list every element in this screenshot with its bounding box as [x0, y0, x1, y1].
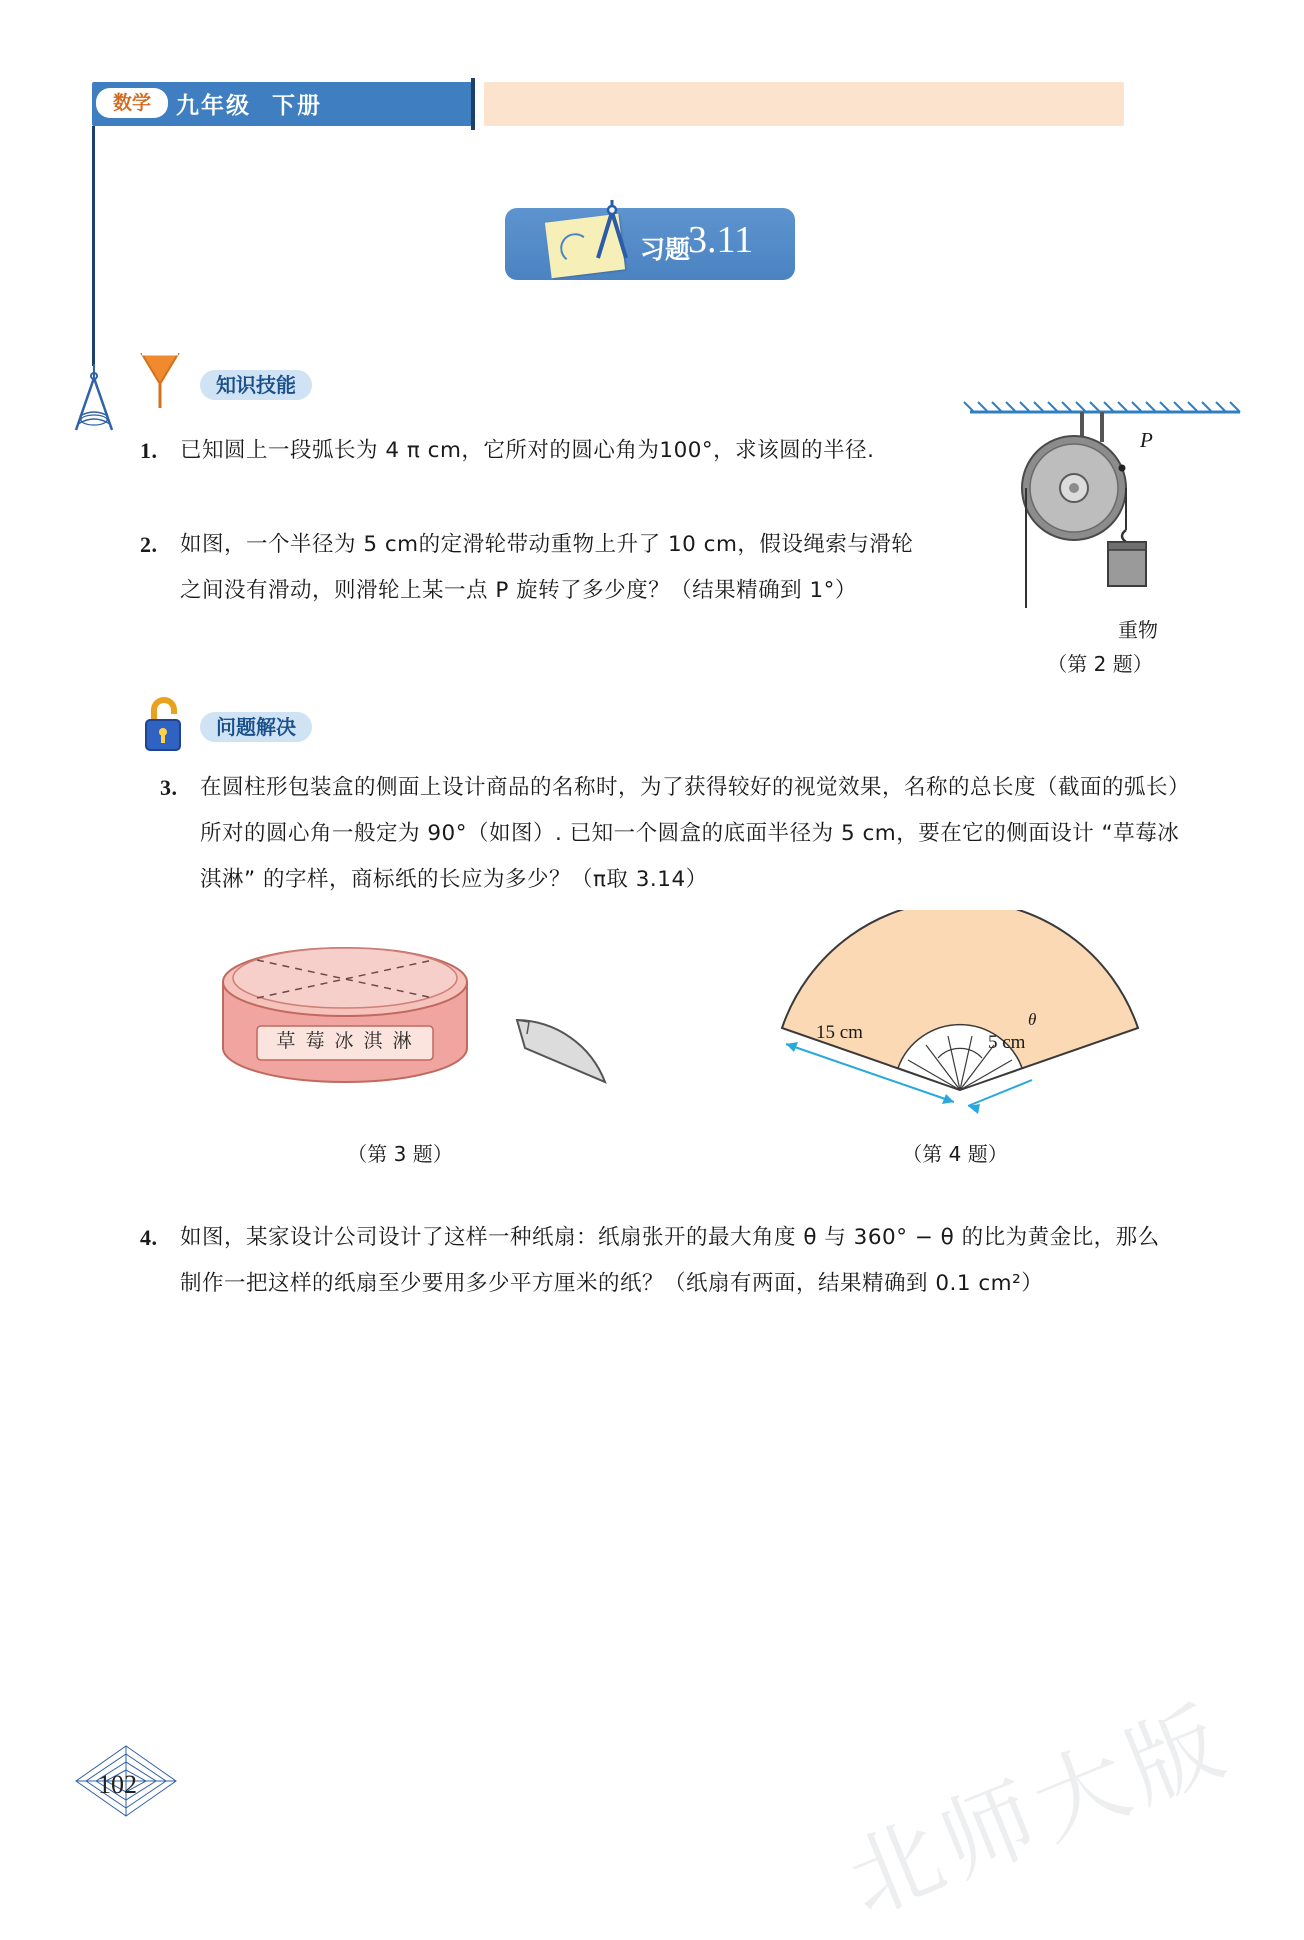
arc-icon — [558, 231, 591, 264]
subject-badge: 数学 — [96, 88, 168, 118]
problem-2 — [140, 522, 930, 614]
fan-radius-label: 15 cm — [816, 1022, 863, 1043]
box-brand-text: 草 莓 冰 淇 淋 — [276, 1030, 414, 1052]
problem-4-text: 如图，某家设计公司设计了这样一种纸扇：纸扇张开的最大角度 θ 与 360° − θ 的比为黄金比，那么制作一把这样的纸扇至少要用多少平方厘米的纸？（纸扇有两面，结果精确到 0.1 cm²） — [180, 1225, 1160, 1296]
compass-decoration-icon — [62, 360, 126, 440]
fan-inner-label: 5 cm — [988, 1032, 1026, 1053]
page-number: 102 — [98, 1770, 137, 1799]
left-vertical-rule — [92, 126, 95, 366]
problem-1 — [140, 428, 920, 474]
section-heading-problem-solving: 问题解决 — [200, 712, 312, 742]
problem-4 — [140, 1215, 1170, 1307]
problem-3-text: 在圆柱形包装盒的侧面上设计商品的名称时，为了获得较好的视觉效果，名称的总长度（截面的弧长）所对的圆心角一般定为 90°（如图）. 已知一个圆盒的底面半径为 5 cm，要在它的侧面设计 “草莓冰淇淋” 的字样，商标纸的长应为多少？（π取 3.14） — [200, 775, 1180, 892]
watermark: 北师大版 — [833, 1686, 1245, 1936]
header-divider — [471, 78, 475, 130]
pulley-figure — [950, 400, 1250, 630]
problem-1-text: 已知圆上一段弧长为 4 π cm，它所对的圆心角为100°，求该圆的半径. — [180, 438, 875, 463]
exercise-title-label: 习题 — [640, 235, 691, 264]
problem-2-number: 2. — [140, 532, 158, 557]
problem-4-number: 4. — [140, 1225, 158, 1250]
lock-icon — [140, 694, 188, 756]
problem-3-number: 3. — [160, 775, 178, 800]
header-bar-right — [484, 82, 1124, 126]
funnel-icon — [138, 350, 182, 412]
pulley-weight-label: 重物 — [1118, 618, 1158, 642]
problem-1-number: 1. — [140, 438, 158, 463]
fan-figure — [740, 910, 1180, 1140]
problem-3 — [160, 765, 1180, 903]
fan-figure-caption: （第 4 题） — [902, 1142, 1008, 1166]
pulley-figure-caption: （第 2 题） — [1047, 652, 1153, 676]
fan-angle-label: θ — [1028, 1010, 1037, 1029]
exercise-title-number: 3.11 — [688, 219, 754, 261]
section-heading-knowledge: 知识技能 — [200, 370, 312, 400]
header-grade: 九年级 — [176, 93, 251, 119]
problem-2-text: 如图，一个半径为 5 cm的定滑轮带动重物上升了 10 cm，假设绳索与滑轮之间没有滑动，则滑轮上某一点 P 旋转了多少度？（结果精确到 1°） — [180, 532, 914, 603]
pulley-point-label: P — [1140, 428, 1153, 452]
header-term: 下册 — [272, 93, 322, 119]
box-figure-caption: （第 3 题） — [347, 1142, 453, 1166]
compass-icon — [588, 198, 636, 264]
